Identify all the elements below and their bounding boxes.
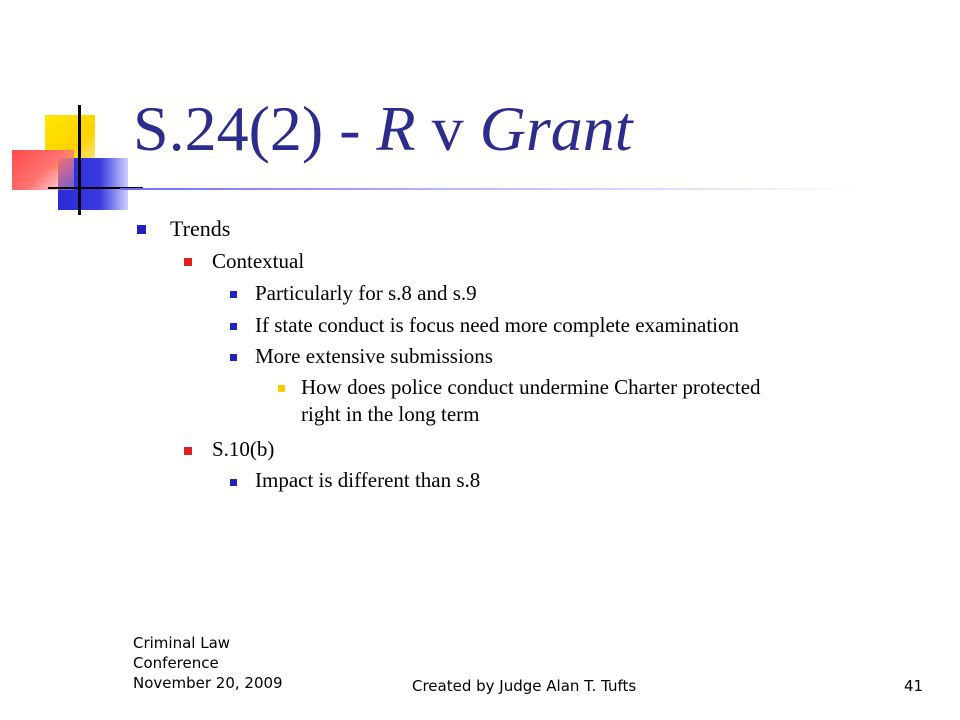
title-case-name: Grant xyxy=(479,93,633,164)
bullet-item-submissions: More extensive submissions xyxy=(255,344,493,368)
title-prefix: S.24(2) - xyxy=(133,93,377,164)
footer-left-line2: Conference xyxy=(133,654,219,672)
bullet-item-s10b: S.10(b) xyxy=(212,437,275,461)
title-v: v xyxy=(415,93,480,164)
bullet-item-police-conduct-line1: How does police conduct undermine Charter protected xyxy=(301,375,761,399)
footer-left-line3: November 20, 2009 xyxy=(133,674,283,692)
footer-page-number: 41 xyxy=(904,677,924,695)
bullet-marker-level3 xyxy=(230,354,237,361)
red-square-shape xyxy=(12,150,74,190)
bullet-marker-level2 xyxy=(184,447,192,455)
footer-left-line1: Criminal Law xyxy=(133,634,231,652)
vertical-line-shape xyxy=(78,105,81,215)
footer-conference xyxy=(133,633,333,693)
footer-author: Created by Judge Alan T. Tufts xyxy=(412,677,637,695)
bullet-marker-level2 xyxy=(184,258,192,266)
bullet-marker-level3 xyxy=(230,479,237,486)
bullet-item-particularly: Particularly for s.8 and s.9 xyxy=(255,281,477,305)
bullet-marker-level3 xyxy=(230,291,237,298)
bullet-item-police-conduct-line2: right in the long term xyxy=(301,402,480,426)
bullet-item-state-conduct: If state conduct is focus need more complete examination xyxy=(255,313,739,337)
bullet-item-impact: Impact is different than s.8 xyxy=(255,468,481,492)
bullet-marker-level1 xyxy=(137,225,146,234)
title-case-r: R xyxy=(376,93,416,164)
slide-title xyxy=(133,92,633,166)
bullet-item-contextual: Contextual xyxy=(212,249,305,273)
bullet-marker-level4 xyxy=(278,385,285,392)
bullet-item-trends: Trends xyxy=(170,216,231,241)
bullet-marker-level3 xyxy=(230,323,237,330)
title-underline xyxy=(120,188,860,190)
